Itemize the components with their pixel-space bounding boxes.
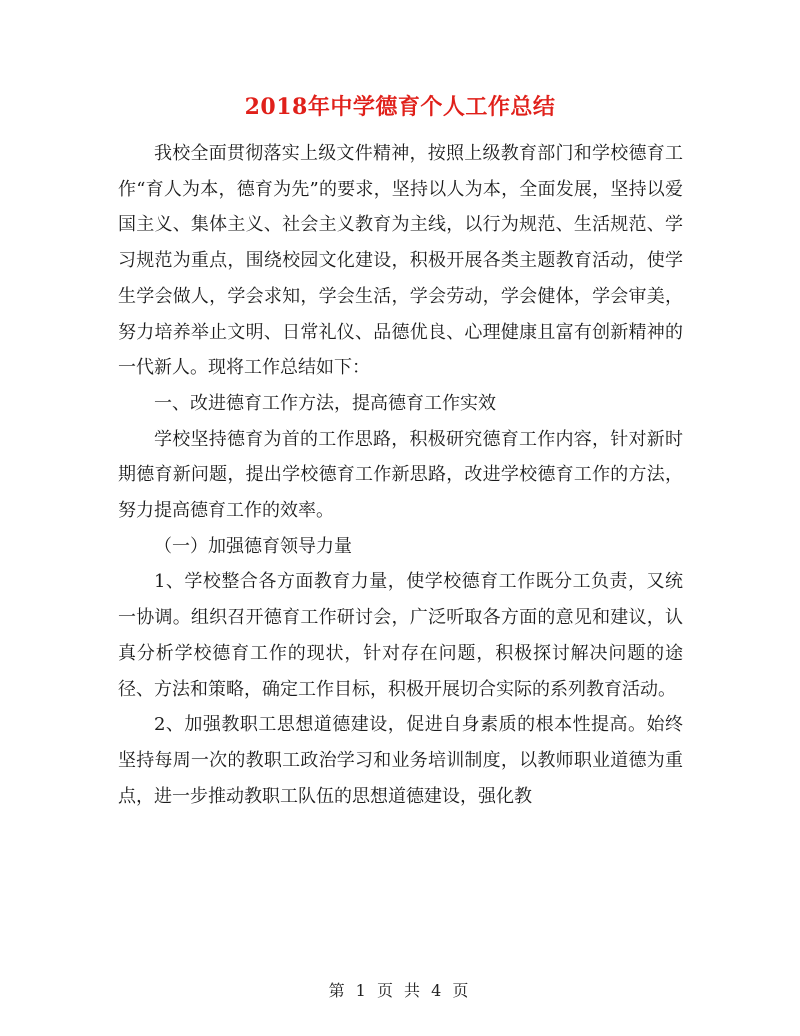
subsection-heading-1: （一）加强德育领导力量 — [154, 535, 352, 557]
list-item-1: 1、学校整合各方面教育力量，使学校德育工作既分工负责，又统一协调。组织召开德育工作研讨会，广泛听取各方面的意见和建议，认真分析学校德育工作的现状，针对存在问题，积极探讨解决问题的途径、方法和策略，确定工作目标，积极开展切合实际的系列教育活动。 — [118, 571, 683, 700]
page-footer: 第 1 页 共 4 页 — [328, 981, 472, 1000]
document-title: 2018年中学德育个人工作总结 — [244, 94, 556, 120]
section-1-paragraph: 学校坚持德育为首的工作思路，积极研究德育工作内容，针对新时期德育新问题，提出学校德育工作新思路，改进学校德育工作的方法，努力提高德育工作的效率。 — [118, 428, 683, 522]
list-item-2: 2、加强教职工思想道德建设，促进自身素质的根本性提高。始终坚持每周一次的教职工政治学习和业务培训制度，以教师职业道德为重点，进一步推动教职工队伍的思想道德建设，强化教 — [118, 714, 683, 807]
document-body — [118, 136, 683, 814]
section-heading-1: 一、改进德育工作方法，提高德育工作实效 — [154, 392, 496, 414]
intro-paragraph: 我校全面贯彻落实上级文件精神，按照上级教育部门和学校德育工作“育人为本，德育为先”的要求，坚持以人为本，全面发展，坚持以爱国主义、集体主义、社会主义教育为主线，以行为规范、生活规范、学习规范为重点，围绕校园文化建设，积极开展各类主题教育活动，使学生学会做人，学会求知，学会生活，学会劳动，学会健体，学会审美，努力培养举止文明、日常礼仪、品德优良、心理健康且富有创新精神的一代新人。现将工作总结如下： — [118, 143, 683, 379]
